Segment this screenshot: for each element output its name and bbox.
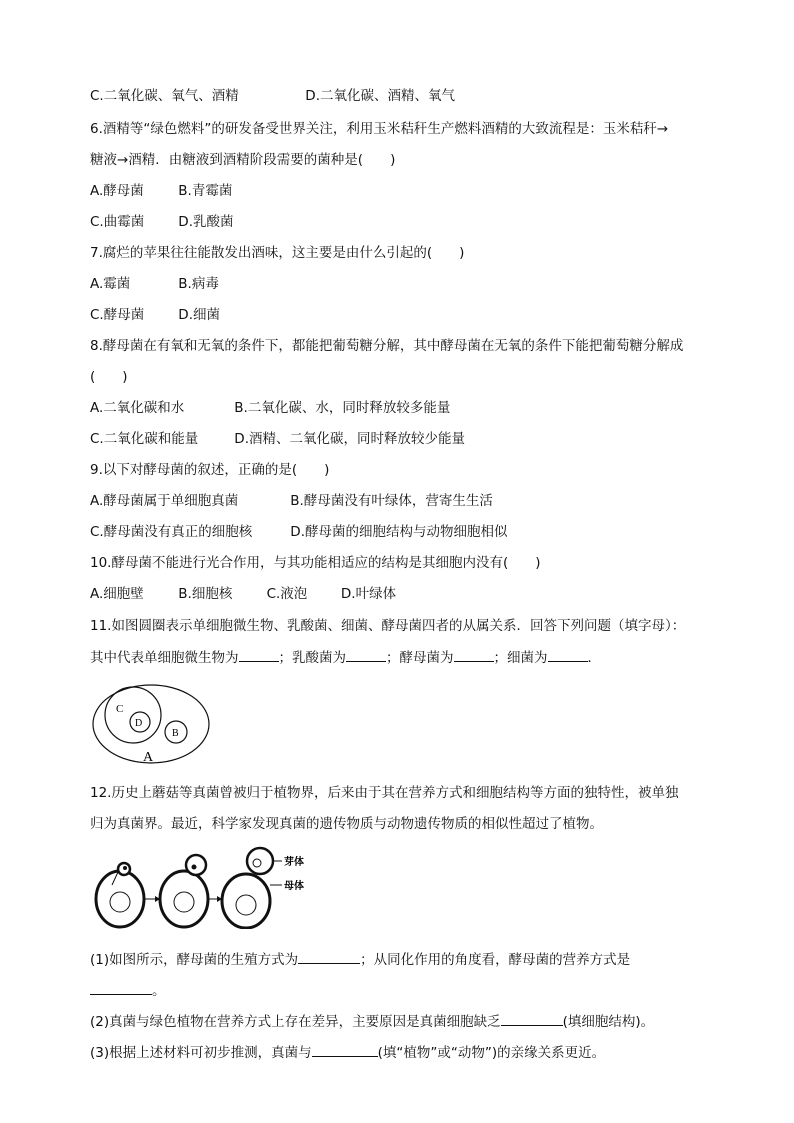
- option-a: A.酵母菌属于单细胞真菌: [90, 493, 239, 509]
- question-7-options-ab: [90, 272, 219, 292]
- option-a: A.二氧化碳和水: [90, 400, 185, 416]
- question-6-stem-line2: 糖液→酒精．由糖液到酒精阶段需要的菌种是( ): [90, 152, 396, 168]
- answer-blank[interactable]: [346, 649, 386, 662]
- question-12-sub3: [90, 1041, 605, 1061]
- label-b: B: [172, 728, 179, 739]
- option-b: B.细胞核: [178, 586, 233, 602]
- question-12-sub2: [90, 1010, 654, 1030]
- answer-blank[interactable]: [90, 982, 152, 995]
- question-10-options: [90, 582, 396, 602]
- q12-s3-text-part1: (3)根据上述材料可初步推测，真菌与: [90, 1045, 312, 1061]
- question-6-options-ab: [90, 179, 232, 199]
- option-a: A.霉菌: [90, 276, 131, 292]
- q12-s3-text-part2: (填“植物”或“动物”)的亲缘关系更近。: [377, 1045, 606, 1061]
- q11-text-part5: ．: [587, 650, 601, 666]
- option-c: C.曲霉菌: [90, 214, 145, 230]
- option-d: D.酵母菌的细胞结构与动物细胞相似: [290, 524, 508, 540]
- option-d: D.酒精、二氧化碳，同时释放较少能量: [234, 431, 465, 447]
- question-12-sub1-cont: [90, 979, 166, 999]
- option-d: D.二氧化碳、酒精、氧气: [305, 88, 455, 104]
- option-c: C.液泡: [266, 586, 308, 602]
- option-a: A.酵母菌: [90, 183, 144, 199]
- answer-blank[interactable]: [312, 1044, 378, 1057]
- question-8-stem-line1: 8.酵母菌在有氧和无氧的条件下，都能把葡萄糖分解，其中酵母菌在无氧的条件下能把葡萄糖分解成: [90, 338, 684, 354]
- question-12-stem-line1: 12.历史上蘑菇等真菌曾被归于植物界，后来由于其在营养方式和细胞结构等方面的独特性，被单独: [90, 785, 679, 801]
- label-d: D: [135, 718, 143, 729]
- question-12-sub1: [90, 948, 630, 968]
- label-c: C: [116, 703, 124, 715]
- question-7-stem: 7.腐烂的苹果往往能散发出酒味，这主要是由什么引起的( ): [90, 245, 465, 261]
- question-5-options-cd: [90, 84, 455, 104]
- answer-blank[interactable]: [298, 951, 360, 964]
- option-c: C.二氧化碳、氧气、酒精: [90, 88, 239, 104]
- label-bud: 芽体: [284, 857, 304, 868]
- yeast-budding-diagram: [92, 845, 322, 929]
- question-6-stem-line1: 6.酒精等“绿色燃料”的研发备受世界关注，利用玉米秸秆生产燃料酒精的大致流程是：玉米秸秆→: [90, 121, 669, 137]
- answer-blank[interactable]: [501, 1013, 563, 1026]
- option-d: D.叶绿体: [340, 586, 397, 602]
- question-9-options-cd: [90, 520, 507, 540]
- label-mother: 母体: [284, 881, 304, 892]
- question-9-stem: 9.以下对酵母菌的叙述，正确的是( ): [90, 462, 330, 478]
- option-d: D.乳酸菌: [178, 214, 234, 230]
- answer-blank[interactable]: [454, 649, 494, 662]
- q11-text-part4: ；细菌为: [493, 650, 548, 666]
- option-c: C.酵母菌: [90, 307, 145, 323]
- option-d: D.细菌: [178, 307, 220, 323]
- yeast-cell-stage-2: [160, 855, 208, 927]
- question-8-options-ab: [90, 396, 450, 416]
- answer-blank[interactable]: [239, 649, 279, 662]
- option-b: B.酵母菌没有叶绿体，营寄生生活: [290, 493, 493, 509]
- question-8-options-cd: [90, 427, 465, 447]
- question-12-stem-line2: 归为真菌界。最近，科学家发现真菌的遗传物质与动物遗传物质的相似性超过了植物。: [90, 816, 603, 832]
- option-b: B.二氧化碳、水，同时释放较多能量: [234, 400, 451, 416]
- question-8-stem-line2: ( ): [90, 369, 128, 385]
- question-10-stem: 10.酵母菌不能进行光合作用，与其功能相适应的结构是其细胞内没有( ): [90, 555, 541, 571]
- question-11-stem-line2: [90, 646, 601, 666]
- question-9-options-ab: [90, 489, 493, 509]
- q12-s1-text-part1: (1)如图所示，酵母菌的生殖方式为: [90, 952, 299, 968]
- q12-s2-text-part2: (填细胞结构)。: [562, 1014, 655, 1030]
- question-6-options-cd: [90, 210, 233, 230]
- label-a: A: [143, 750, 154, 764]
- venn-diagram: [90, 680, 212, 764]
- q12-s1-text-end: 。: [152, 983, 166, 999]
- question-7-options-cd: [90, 303, 220, 323]
- q11-text-part1: 其中代表单细胞微生物为: [90, 650, 239, 666]
- option-a: A.细胞壁: [90, 586, 144, 602]
- yeast-cell-stage-1: [96, 863, 144, 927]
- q11-text-part3: ；酵母菌为: [386, 650, 454, 666]
- yeast-cell-stage-3: [222, 848, 273, 928]
- option-c: C.酵母菌没有真正的细胞核: [90, 524, 253, 540]
- q12-s1-text-part2: ；从同化作用的角度看，酵母菌的营养方式是: [360, 952, 631, 968]
- q11-text-part2: ；乳酸菌为: [278, 650, 346, 666]
- q12-s2-text-part1: (2)真菌与绿色植物在营养方式上存在差异，主要原因是真菌细胞缺乏: [90, 1014, 501, 1030]
- option-c: C.二氧化碳和能量: [90, 431, 199, 447]
- option-b: B.青霉菌: [178, 183, 233, 199]
- option-b: B.病毒: [178, 276, 219, 292]
- question-11-stem-line1: 11.如图圆圈表示单细胞微生物、乳酸菌、细菌、酵母菌四者的从属关系．回答下列问题（填字母）：: [90, 618, 686, 634]
- answer-blank[interactable]: [548, 649, 588, 662]
